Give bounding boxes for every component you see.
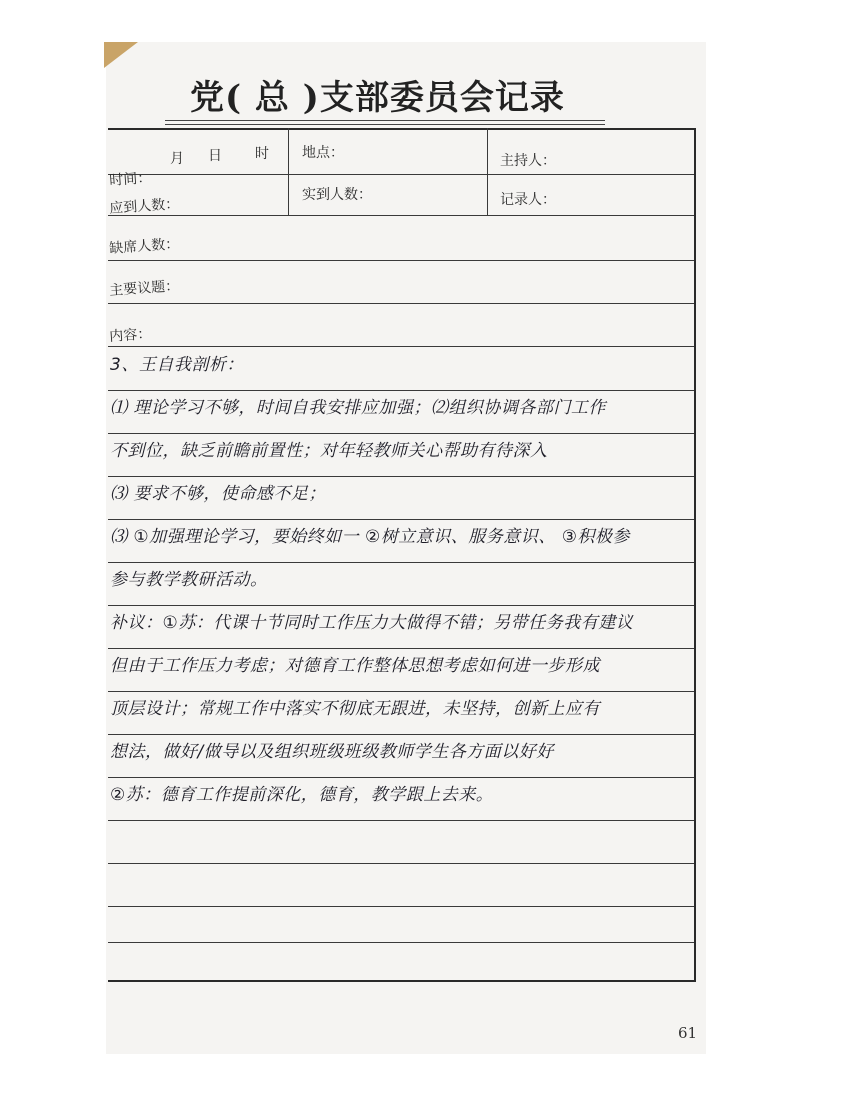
content-line: 参与教学教研活动。 bbox=[110, 570, 268, 590]
ruled-line bbox=[108, 260, 694, 261]
page-corner-decoration bbox=[104, 42, 138, 68]
day-label: 日 bbox=[208, 148, 222, 164]
ruled-line bbox=[108, 942, 694, 943]
ruled-line bbox=[108, 605, 694, 606]
absent-count-label: 缺席人数： bbox=[108, 236, 180, 258]
title-underline-bottom bbox=[165, 124, 605, 125]
content-line: ⑴ 理论学习不够，时间自我安排应加强；⑵组织协调各部门工作 bbox=[110, 398, 606, 418]
hour-label: 时 bbox=[255, 146, 269, 162]
content-line: ⑶ 要求不够，使命感不足； bbox=[110, 484, 326, 504]
ruled-line bbox=[108, 303, 694, 304]
actual-count-label: 实到人数： bbox=[302, 187, 372, 203]
host-label: 主持人： bbox=[500, 153, 556, 169]
ruled-line bbox=[108, 820, 694, 821]
content-line: ②苏：德育工作提前深化，德育，教学跟上去来。 bbox=[110, 785, 494, 805]
month-label: 月 bbox=[170, 151, 184, 167]
ruled-line bbox=[108, 476, 694, 477]
ruled-line bbox=[108, 691, 694, 692]
time-label: 时间： bbox=[108, 170, 152, 190]
recorder-label: 记录人： bbox=[500, 192, 556, 208]
header-col-line-2 bbox=[487, 128, 488, 215]
ruled-line bbox=[108, 433, 694, 434]
content-line: 但由于工作压力考虑；对德育工作整体思想考虑如何进一步形成 bbox=[110, 656, 600, 676]
page-number: 61 bbox=[678, 1024, 698, 1042]
header-row-line-2 bbox=[108, 215, 694, 216]
content-label: 内容： bbox=[108, 326, 152, 346]
ruled-line bbox=[108, 777, 694, 778]
header-row-line-1 bbox=[108, 174, 694, 175]
ruled-line bbox=[108, 863, 694, 864]
ruled-line bbox=[108, 562, 694, 563]
form-frame bbox=[108, 128, 696, 982]
ruled-line bbox=[108, 346, 694, 347]
content-line: 顶层设计；常规工作中落实不彻底无跟进，未坚持，创新上应有 bbox=[110, 699, 600, 719]
content-line: ⑶ ①加强理论学习，要始终如一 ②树立意识、服务意识、 ③积极参 bbox=[110, 527, 630, 547]
location-label: 地点： bbox=[302, 145, 344, 161]
ruled-line bbox=[108, 390, 694, 391]
ruled-line bbox=[108, 734, 694, 735]
header-col-line-1 bbox=[288, 128, 289, 215]
topic-label: 主要议题： bbox=[108, 278, 180, 300]
title-underline-top bbox=[165, 120, 605, 121]
content-line: 不到位，缺乏前瞻前置性；对年轻教师关心帮助有待深入 bbox=[110, 441, 548, 461]
page-title: 党( 总 )支部委员会记录 bbox=[190, 78, 565, 118]
content-line: 3、王自我剖析： bbox=[110, 355, 244, 375]
content-line: 想法，做好/做导以及组织班级班级教师学生各方面以好好 bbox=[110, 742, 554, 762]
ruled-line bbox=[108, 648, 694, 649]
ruled-line bbox=[108, 906, 694, 907]
content-line: 补议：①苏：代课十节同时工作压力大做得不错；另带任务我有建议 bbox=[110, 613, 634, 633]
expected-count-label: 应到人数： bbox=[108, 196, 180, 218]
ruled-line bbox=[108, 519, 694, 520]
